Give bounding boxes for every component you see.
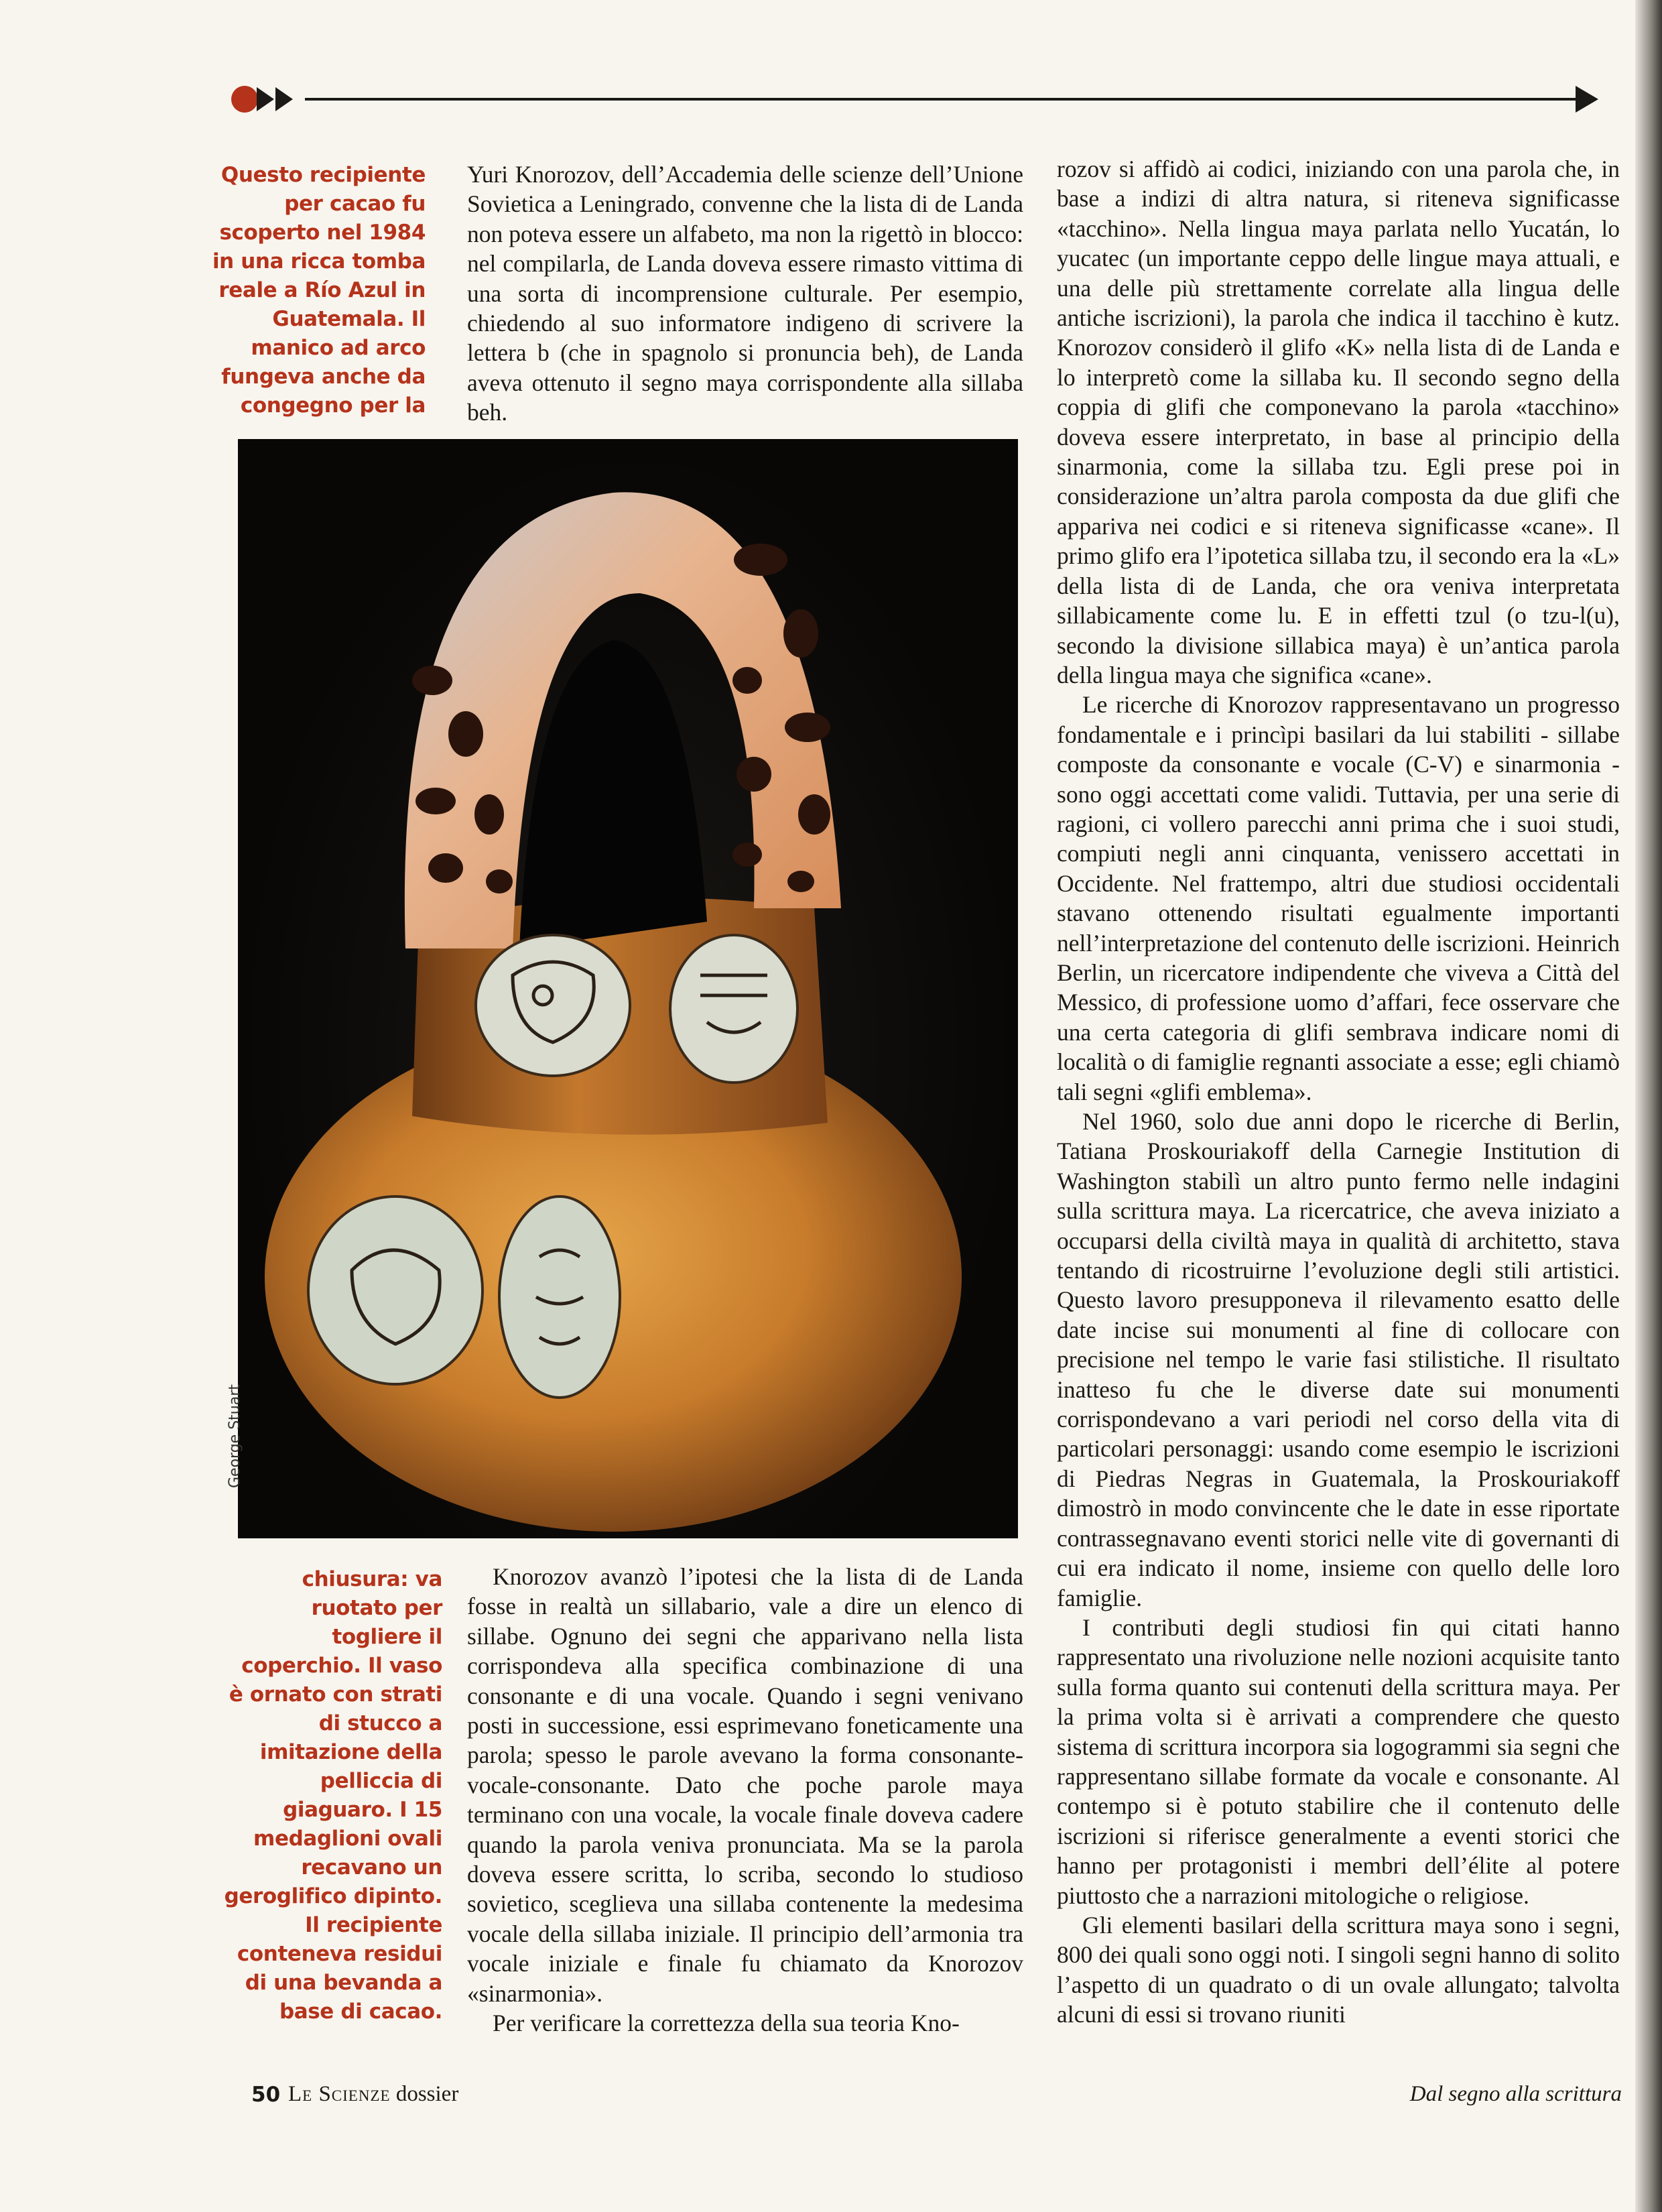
paragraph: I contributi degli studiosi fin qui citati hanno rappresentato una rivoluzione nelle nozioni acquisite tanto sulla forma quanto sui contenuti della scrittura maya. Per la prima volta si è arrivati a comprendere che questo sistema di scrittura incorpora sia logogrammi sia segni che rappresentano sillabe formate da vocale e consonante. Al contempo si è potuto stabilire che il contenuto delle iscrizioni si riferisce generalmente a eventi storici che hanno per protagonisti i membri dell’élite al potere piuttosto che a narrazioni mitologiche o religiose. — [1057, 1613, 1620, 1909]
paragraph: Knorozov avanzò l’ipotesi che la lista di de Landa fosse in realtà un sillabario, vale a dire un elenco di sillabe. Ognuno dei segni che apparivano nella lista corrispondeva alla specifica combinazione di una consonante e di una vocale. Quando i segni venivano posti in successione, essi esprimevano foneticamente una parola; spesso le parole avevano la forma consonante-vocale-consonante. Dato che poche parole maya terminano con una vocale, la vocale finale doveva cadere quando la parola veniva pronunciata. Ma se la parola doveva essere scritta, lo scriba, secondo lo studioso sovietico, sceglieva una sillaba contenente la medesima vocale della sillaba iniziale. Il principio dell’armonia tra vocale iniziale e finale fu chiamato da Knorozov «sinarmonia». — [467, 1563, 1023, 2007]
page-edge-shadow — [1635, 0, 1662, 2212]
column-a-top — [467, 160, 1023, 428]
paragraph: Nel 1960, solo due anni dopo le ricerche di Berlin, Tatiana Proskouriakoff della Carnegie Institution di Washington stabilì un altro punto fermo nelle indagini sulla scrittura maya. La ricercatrice, che aveva iniziato a occuparsi della civiltà maya in qualità di architetto, stava tentando di ricostruirne l’evoluzione degli stili artistici. Questo lavoro presupponeva il rilevamento esatto delle date incise sui monumenti al fine di collocare con precisione nel tempo le varie fasi stilistiche. Il risultato inatteso fu che le diverse date sui monumenti corrispondevano a vari periodi nel corso della vita di particolari personaggi: usando come esempio le iscrizioni di Piedras Negras in Guatemala, la Proskouriakoff dimostrò in modo convincente che le date in esse riportate contrassegnavano eventi storici nelle vite di governanti di cui era indicato il nome, insieme con quello delle loro famiglie. — [1057, 1108, 1620, 1611]
vessel-illustration — [238, 439, 1018, 1538]
column-b — [1057, 154, 1620, 2030]
arrow-head-icon — [1576, 86, 1598, 113]
page-number: 50 — [251, 2083, 281, 2107]
red-dot-icon — [231, 86, 258, 113]
rule-line — [305, 98, 1585, 101]
chevron-right-icon — [257, 87, 274, 111]
header-arrow-rule — [231, 79, 1598, 119]
paragraph: Gli elementi basilari della scrittura maya sono i segni, 800 dei quali sono oggi noti. I singoli segni hanno di solito l’aspetto di un quadrato o di un ovale allungato; talvolta alcuni di essi si trovano riuniti — [1057, 1911, 1620, 2028]
paragraph: Per verificare la correttezza della sua teoria Kno- — [493, 2010, 960, 2037]
paragraph: rozov si affidò ai codici, iniziando con una parola che, in base a indizi di altra natura, si riteneva significasse «tacchino». Nella lingua maya parlata nello Yucatán, lo yucatec (un importante ceppo delle lingue maya attuali, e una delle più strettamente correlate alla lingua delle antiche iscrizioni), la parola che indica il tacchino è kutz. Knorozov considerò il glifo «K» nella lista di de Landa e lo interpretò come la sillaba ku. Il secondo segno della coppia di glifi che componevano la parola «tacchino» doveva essere interpretato, in base al principio della sinarmonia, come la sillaba tzu. Egli prese poi in considerazione un’altra parola composta da due glifi che appariva nei codici e si riteneva significasse «cane». Il primo glifo era l’ipotetica sillaba tzu, il secondo era la «L» della lista di de Landa, che ora veniva interpretata sillabicamente come lu. E in effetti tzul (o tzu-l(u), secondo la divisione sillabica maya) è un’antica parola della lingua maya che significa «cane». — [1057, 156, 1620, 688]
photo-credit: George Stuart — [227, 1384, 243, 1488]
photo-caption-bottom: chiusura: va ruotato per togliere il coperchio. Il vaso è ornato con strati di stucco a imitazione della pelliccia di giaguaro. I 15 medaglioni ovali recavano un geroglifico dipinto. Il recipiente conteneva residui di una bevanda a base di cacao. — [224, 1567, 442, 2024]
photo-caption-top: Questo recipiente per cacao fu scoperto nel 1984 in una ricca tomba reale a Río Azul in Guatemala. Il manico ad arco fungeva anche da congegno per la — [212, 163, 426, 418]
brand-suffix: dossier — [390, 2082, 459, 2106]
paragraph: Le ricerche di Knorozov rappresentavano un progresso fondamentale e i princìpi basilari da lui stabiliti - sillabe composte da consonante e vocale (C-V) e sinarmonia - sono oggi accettati come validi. Tuttavia, per una serie di ragioni, ci vollero parecchi anni prima che i suoi studi, compiuti negli anni cinquanta, venissero accettati in Occidente. Nel frattempo, altri due studiosi occidentali stavano ottenendo risultati egualmente importanti nell’interpretazione del contenuto delle iscrizioni. Heinrich Berlin, un ricercatore indipendente che viveva a Città del Messico, di professione uomo d’affari, fece osservare che una certa categoria di glifi sembrava indicare nomi di località o di famiglie regnanti associate a esse; egli chiamò tali segni «glifi emblema». — [1057, 691, 1620, 1105]
section-title: Dal segno alla scrittura — [1409, 2082, 1622, 2106]
chevron-right-icon — [275, 87, 293, 111]
brand-name: Le Scienze — [288, 2082, 391, 2106]
magazine-brand — [288, 2082, 458, 2107]
paragraph: Yuri Knorozov, dell’Accademia delle scienze dell’Unione Sovietica a Leningrado, convenne che la lista di de Landa non poteva essere un alfabeto, ma non la rigettò in blocco: nel compilarla, de Landa doveva essere rimasto vittima di una sorta di incomprensione culturale. Per esempio, chiedendo al suo informatore indigeno di scrivere la lettera b (che in spagnolo si pronuncia beh), de Landa aveva ottenuto il segno maya corrispondente alla sillaba beh. — [467, 161, 1023, 426]
column-a-bottom — [467, 1562, 1023, 2038]
cacao-vessel-photo — [238, 439, 1018, 1538]
